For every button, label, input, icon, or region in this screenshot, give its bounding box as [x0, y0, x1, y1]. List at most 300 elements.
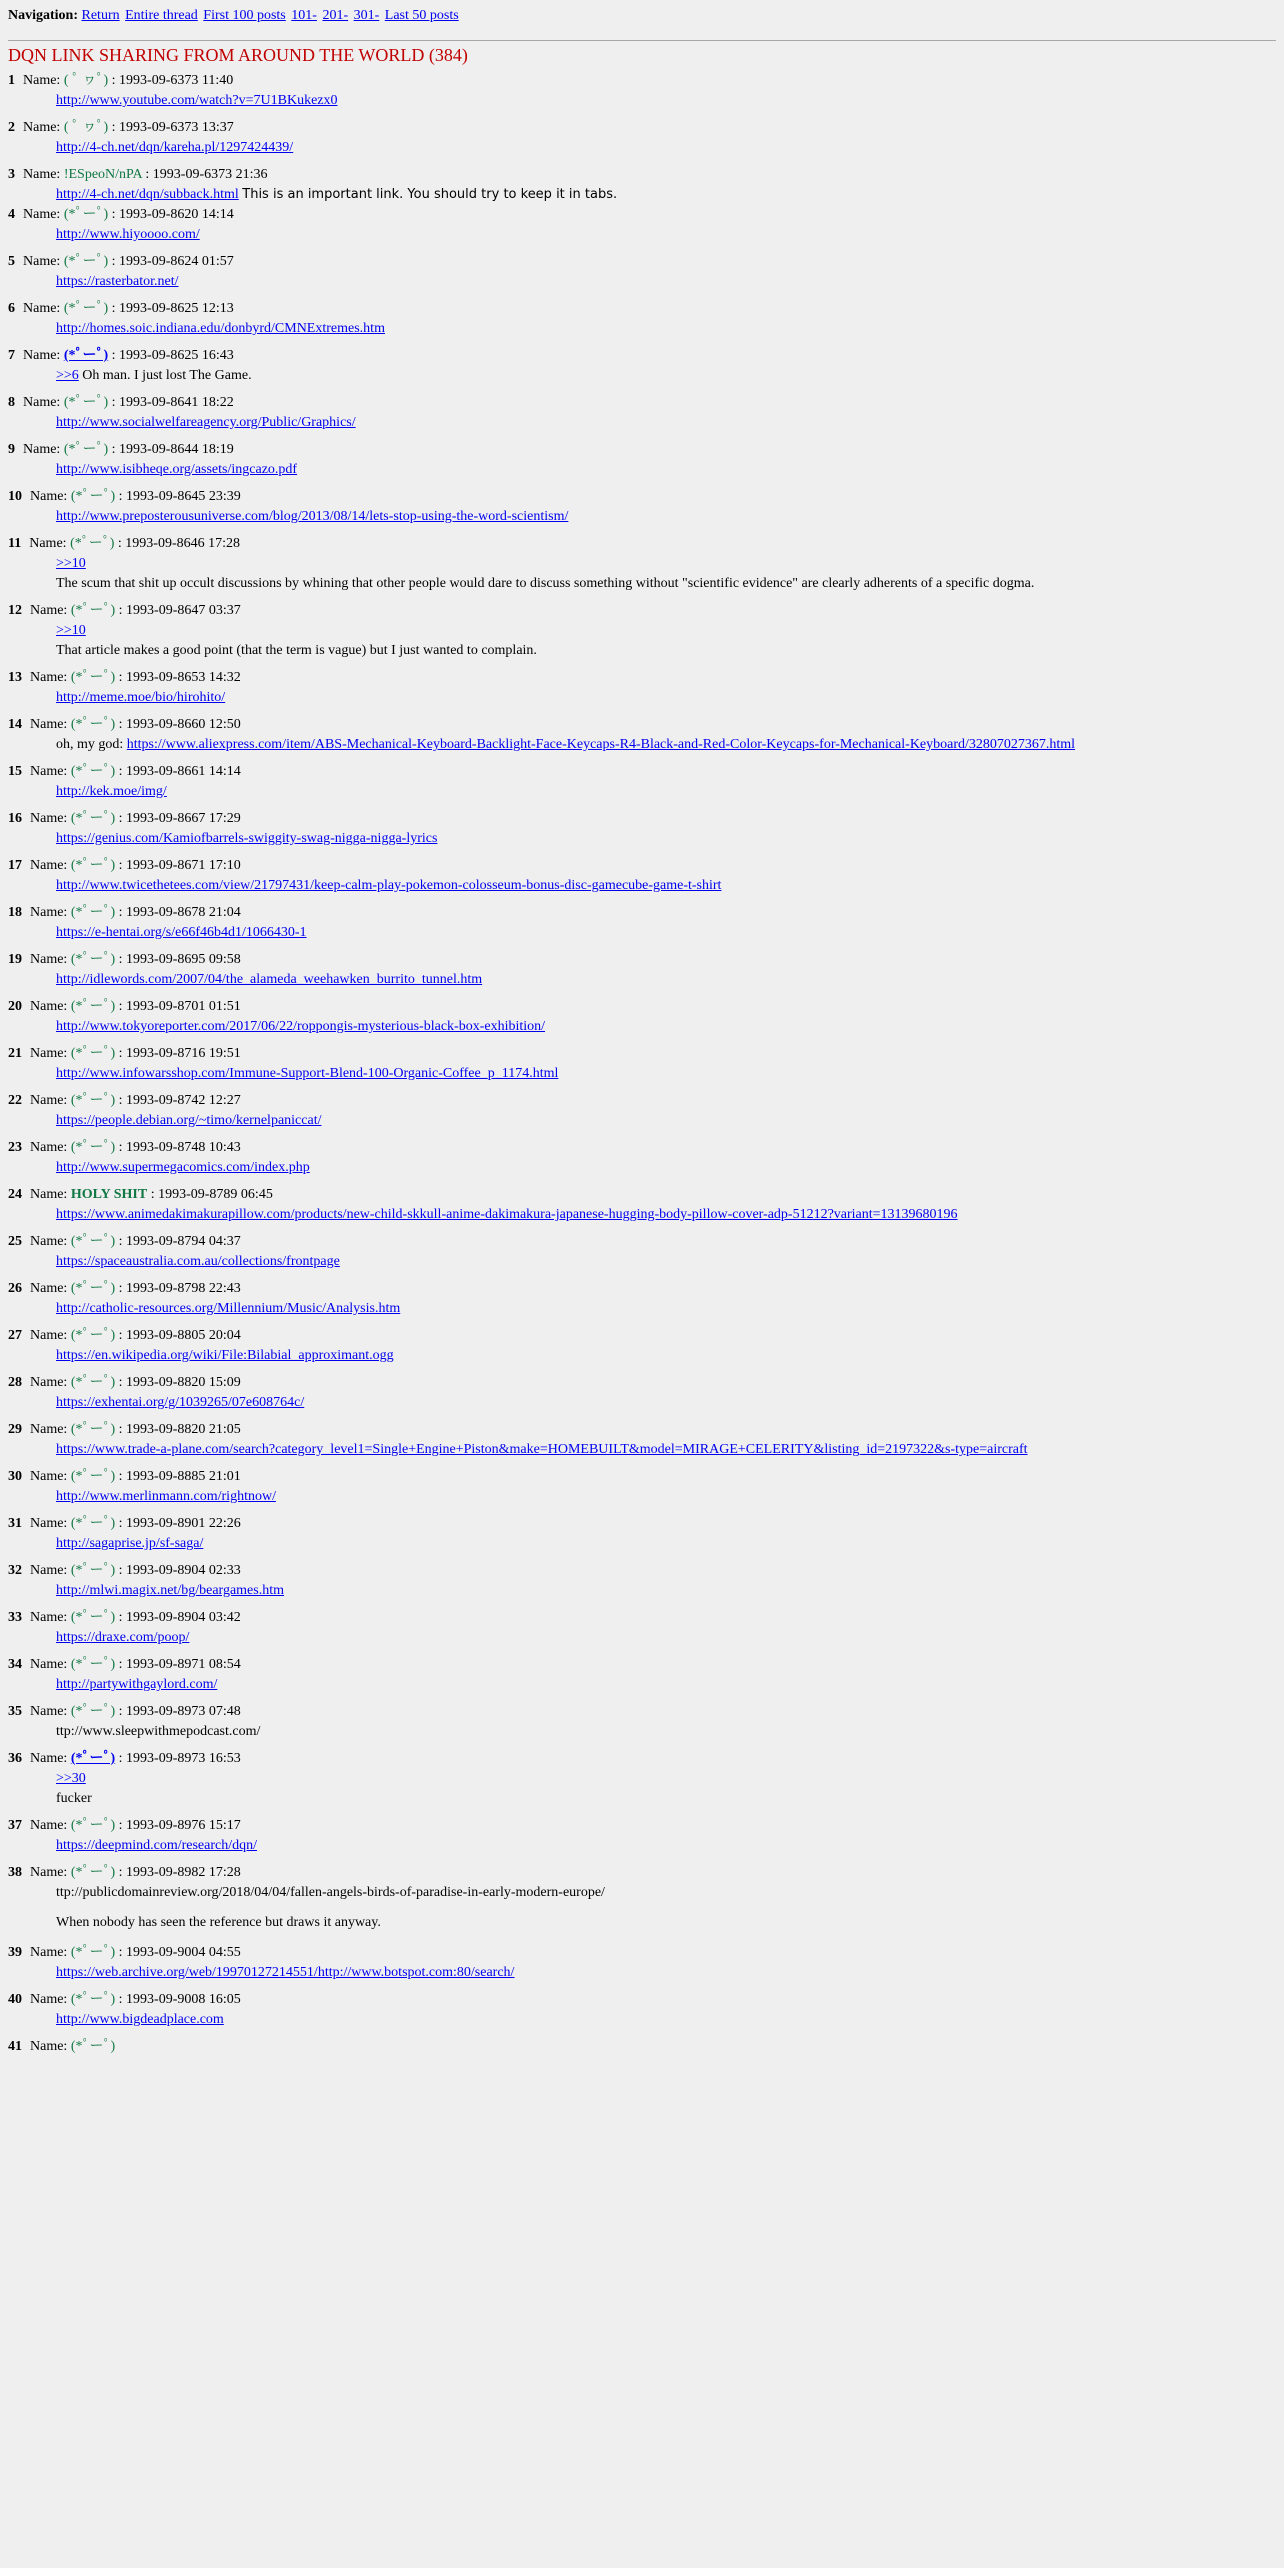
name-label: Name: [23, 73, 61, 88]
poster-name: (*ﾟーﾟ) [70, 952, 116, 967]
name-label: Name: [30, 952, 68, 967]
post-header: 35 Name: (*ﾟーﾟ) : 1993-09-8973 07:48 [8, 1702, 1276, 1722]
post-number[interactable]: 7 [8, 348, 15, 363]
reply-link[interactable]: >>6 [56, 368, 79, 383]
poster-name: (*ﾟーﾟ) [70, 2039, 116, 2054]
post-body [56, 1675, 1276, 1695]
post [8, 1943, 1276, 1983]
post-date: 1993-09-8660 12:50 [126, 717, 241, 732]
post-link[interactable]: http://sagaprise.jp/sf-saga/ [56, 1536, 204, 1551]
post-number[interactable]: 19 [8, 952, 22, 967]
post-header: 8 Name: (*ﾟーﾟ) : 1993-09-8641 18:22 [8, 393, 1276, 413]
post-text: That article makes a good point (that the term is vague) but I just wanted to complain. [56, 643, 537, 658]
post-link[interactable]: https://people.debian.org/~timo/kernelpaniccat/ [56, 1113, 322, 1128]
post-number[interactable]: 3 [8, 167, 15, 182]
post-link[interactable]: https://spaceaustralia.com.au/collections/frontpage [56, 1254, 340, 1269]
name-label: Name: [30, 2039, 68, 2054]
post-header: 17 Name: (*ﾟーﾟ) : 1993-09-8671 17:10 [8, 856, 1276, 876]
nav-last-50-link[interactable]: Last 50 posts [384, 8, 459, 23]
name-label: Name: [30, 1140, 68, 1155]
post-date: 1993-09-8653 14:32 [126, 670, 241, 685]
post-link[interactable]: http://homes.soic.indiana.edu/donbyrd/CMNExtremes.htm [56, 321, 385, 336]
name-label: Name: [30, 764, 68, 779]
post-body [56, 1963, 1276, 1983]
post [8, 1373, 1276, 1413]
post-link[interactable]: http://www.merlinmann.com/rightnow/ [56, 1489, 276, 1504]
post-number[interactable]: 13 [8, 670, 22, 685]
name-label: Name: [30, 670, 68, 685]
poster-name: (*ﾟーﾟ) [70, 1818, 116, 1833]
post [8, 950, 1276, 990]
post-number[interactable]: 29 [8, 1422, 22, 1437]
post-number[interactable]: 18 [8, 905, 22, 920]
post-link[interactable]: https://draxe.com/poop/ [56, 1630, 190, 1645]
post-header: 1 Name: ( ﾟ ヮﾟ) : 1993-09-6373 11:40 [8, 71, 1276, 91]
post-link[interactable]: http://www.bigdeadplace.com [56, 2012, 224, 2027]
name-label: Name: [30, 999, 68, 1014]
post-header: 5 Name: (*ﾟーﾟ) : 1993-09-8624 01:57 [8, 252, 1276, 272]
post-link[interactable]: https://deepmind.com/research/dqn/ [56, 1838, 258, 1853]
poster-name: (*ﾟーﾟ) [63, 395, 109, 410]
post [8, 346, 1276, 386]
post [8, 534, 1276, 594]
post [8, 205, 1276, 245]
post-body [56, 1883, 1276, 1933]
poster-name: (*ﾟーﾟ) [70, 1093, 116, 1108]
post-link[interactable]: https://www.aliexpress.com/item/ABS-Mechanical-Keyboard-Backlight-Face-Keycaps-R4-Black-and-Red-Color-Keycaps-for-Mechanical-Keyboard/32807027367.html [126, 737, 1076, 752]
post-header: 23 Name: (*ﾟーﾟ) : 1993-09-8748 10:43 [8, 1138, 1276, 1158]
post-date: 1993-09-8982 17:28 [126, 1865, 241, 1880]
poster-name: (*ﾟーﾟ) [70, 536, 115, 551]
post-link[interactable]: http://catholic-resources.org/Millennium/Music/Analysis.htm [56, 1301, 401, 1316]
post-header: 11 Name: (*ﾟーﾟ) : 1993-09-8646 17:28 [8, 534, 1276, 554]
name-label: Name: [30, 1657, 68, 1672]
post-text: The scum that shit up occult discussions by whining that other people would dare to discuss something without "scientific evidence" are clearly adherents of a specific dogma. [56, 576, 1035, 591]
name-label: Name: [30, 1375, 68, 1390]
post-body [56, 185, 1276, 205]
post-header: 31 Name: (*ﾟーﾟ) : 1993-09-8901 22:26 [8, 1514, 1276, 1534]
post-date: 1993-09-8641 18:22 [119, 395, 234, 410]
post-header: 12 Name: (*ﾟーﾟ) : 1993-09-8647 03:37 [8, 601, 1276, 621]
post-header: 13 Name: (*ﾟーﾟ) : 1993-09-8653 14:32 [8, 668, 1276, 688]
poster-name: (*ﾟーﾟ) [70, 1140, 116, 1155]
post-date: 1993-09-8667 17:29 [126, 811, 241, 826]
post-body [56, 1252, 1276, 1272]
post-body [56, 1769, 1276, 1809]
post-number[interactable]: 1 [8, 73, 15, 88]
poster-name: (*ﾟーﾟ) [70, 1328, 116, 1343]
post [8, 1990, 1276, 2030]
post-link[interactable]: https://rasterbator.net/ [56, 274, 179, 289]
poster-name: HOLY SHIT [70, 1187, 148, 1202]
post-date: 1993-09-6373 11:40 [119, 73, 234, 88]
post-link[interactable]: http://www.isibheqe.org/assets/ingcazo.pdf [56, 462, 298, 477]
poster-name: (*ﾟーﾟ) [70, 1516, 116, 1531]
post-link[interactable]: http://mlwi.magix.net/bg/beargames.htm [56, 1583, 284, 1598]
post [8, 1655, 1276, 1695]
post-body [56, 554, 1276, 594]
post [8, 1608, 1276, 1648]
post [8, 165, 1276, 205]
name-label: Name: [30, 1818, 68, 1833]
post-body [56, 1346, 1276, 1366]
post-header [8, 2037, 1276, 2057]
post-date: 1993-09-8789 06:45 [158, 1187, 273, 1202]
post-text: ttp://www.sleepwithmepodcast.com/ [56, 1724, 261, 1739]
post-date: 1993-09-8647 03:37 [126, 603, 241, 618]
name-label: Name: [30, 1422, 68, 1437]
poster-name: ( ﾟ ヮﾟ) [63, 120, 109, 135]
post [8, 1091, 1276, 1131]
poster-name: (*ﾟーﾟ) [70, 1992, 116, 2007]
post-header: 21 Name: (*ﾟーﾟ) : 1993-09-8716 19:51 [8, 1044, 1276, 1064]
post-body [56, 1205, 1276, 1225]
post-number[interactable]: 22 [8, 1093, 22, 1108]
post-header: 28 Name: (*ﾟーﾟ) : 1993-09-8820 15:09 [8, 1373, 1276, 1393]
name-label: Name: [30, 717, 68, 732]
poster-name: (*ﾟーﾟ) [70, 1281, 116, 1296]
reply-link[interactable]: >>10 [56, 556, 86, 571]
poster-name: !ESpeoN/nPA [63, 167, 142, 182]
post-date: 1993-09-6373 21:36 [152, 167, 268, 182]
poster-name[interactable]: (*ﾟーﾟ) [63, 348, 109, 363]
post-number[interactable]: 40 [8, 1992, 22, 2007]
post-number[interactable]: 27 [8, 1328, 22, 1343]
post-text: oh, my god: [56, 737, 127, 752]
post-body [56, 688, 1276, 708]
post-number[interactable]: 16 [8, 811, 22, 826]
post-body [56, 1158, 1276, 1178]
post-link[interactable]: https://e-hentai.org/s/e66f46b4d1/1066430-1 [56, 925, 307, 940]
post-number[interactable]: 36 [8, 1751, 22, 1766]
post-header: 22 Name: (*ﾟーﾟ) : 1993-09-8742 12:27 [8, 1091, 1276, 1111]
post-link[interactable]: http://idlewords.com/2007/04/the_alameda_weehawken_burrito_tunnel.htm [56, 972, 483, 987]
post-body [56, 225, 1276, 245]
post-body [56, 319, 1276, 339]
name-label: Name: [30, 1563, 68, 1578]
name-label: Name: [23, 395, 61, 410]
name-label: Name: [30, 1328, 68, 1343]
name-label: Name: [30, 811, 68, 826]
name-label: Name: [23, 120, 61, 135]
name-label: Name: [30, 1469, 68, 1484]
post [8, 668, 1276, 708]
post [8, 903, 1276, 943]
post-header: 34 Name: (*ﾟーﾟ) : 1993-09-8971 08:54 [8, 1655, 1276, 1675]
post-body [56, 1440, 1276, 1460]
post [8, 1561, 1276, 1601]
nav-201-link[interactable]: 201- [322, 8, 349, 23]
post-header: 4 Name: (*ﾟーﾟ) : 1993-09-8620 14:14 [8, 205, 1276, 225]
post-header: 29 Name: (*ﾟーﾟ) : 1993-09-8820 21:05 [8, 1420, 1276, 1440]
post-number[interactable]: 12 [8, 603, 22, 618]
post [8, 1816, 1276, 1856]
name-label: Name: [23, 348, 61, 363]
poster-name: (*ﾟーﾟ) [70, 489, 116, 504]
post-header: 26 Name: (*ﾟーﾟ) : 1993-09-8798 22:43 [8, 1279, 1276, 1299]
post-header: 33 Name: (*ﾟーﾟ) : 1993-09-8904 03:42 [8, 1608, 1276, 1628]
post-body [56, 1836, 1276, 1856]
post-date: 1993-09-8701 01:51 [126, 999, 241, 1014]
name-label: Name: [30, 1234, 68, 1249]
name-label: Name: [30, 489, 68, 504]
post-number[interactable]: 14 [8, 717, 22, 732]
post [8, 1420, 1276, 1460]
poster-name: (*ﾟーﾟ) [70, 858, 116, 873]
post [8, 1044, 1276, 1084]
post-header: 37 Name: (*ﾟーﾟ) : 1993-09-8976 15:17 [8, 1816, 1276, 1836]
post-link[interactable]: https://www.trade-a-plane.com/search?category_level1=Single+Engine+Piston&make=HOMEBUILT&model=MIRAGE+CELERITY&listing_id=2197322&s-type=aircraft [56, 1442, 1028, 1457]
post-link[interactable]: https://genius.com/Kamiofbarrels-swiggity-swag-nigga-nigga-lyrics [56, 831, 438, 846]
post-body [56, 782, 1276, 802]
post [8, 2037, 1276, 2057]
post-date: 1993-09-8885 21:01 [126, 1469, 241, 1484]
post-date: 1993-09-8661 14:14 [126, 764, 241, 779]
post-body [56, 1722, 1276, 1742]
post-number[interactable]: 8 [8, 395, 15, 410]
name-label: Name: [30, 1046, 68, 1061]
post-body [56, 1064, 1276, 1084]
post-date: 1993-09-9008 16:05 [126, 1992, 241, 2007]
post-link[interactable]: https://web.archive.org/web/19970127214551/http://www.botspot.com:80/search/ [56, 1965, 515, 1980]
name-label: Name: [23, 167, 61, 182]
post-link[interactable]: http://www.tokyoreporter.com/2017/06/22/roppongis-mysterious-black-box-exhibition/ [56, 1019, 546, 1034]
post-date: 1993-09-8625 12:13 [119, 301, 234, 316]
post-date: 1993-09-8805 20:04 [126, 1328, 241, 1343]
post [8, 252, 1276, 292]
post-body [56, 1393, 1276, 1413]
post-link[interactable]: http://www.preposterousuniverse.com/blog/2013/08/14/lets-stop-using-the-word-scientism/ [56, 509, 569, 524]
post [8, 118, 1276, 158]
post [8, 487, 1276, 527]
post-number[interactable]: 34 [8, 1657, 22, 1672]
post-number[interactable]: 2 [8, 120, 15, 135]
post-date: 1993-09-8794 04:37 [126, 1234, 241, 1249]
name-label: Name: [30, 858, 68, 873]
post-body [56, 1628, 1276, 1648]
post-link[interactable]: http://4-ch.net/dqn/subback.html [56, 187, 239, 202]
post-number[interactable]: 6 [8, 301, 15, 316]
post-body [56, 413, 1276, 433]
name-label: Name: [30, 1187, 68, 1202]
post-link[interactable]: http://4-ch.net/dqn/kareha.pl/1297424439/ [56, 140, 294, 155]
poster-name: (*ﾟーﾟ) [70, 1375, 116, 1390]
post-text: This is an important link. You should try to keep it in tabs. [242, 187, 618, 202]
poster-name: (*ﾟーﾟ) [70, 1046, 116, 1061]
post-date: 1993-09-8716 19:51 [126, 1046, 241, 1061]
post-header: 14 Name: (*ﾟーﾟ) : 1993-09-8660 12:50 [8, 715, 1276, 735]
navigation-bar [8, 6, 1276, 26]
post-text: ttp://publicdomainreview.org/2018/04/04/fallen-angels-birds-of-paradise-in-early-modern-europe/ [56, 1885, 605, 1900]
post-header: 24 Name: HOLY SHIT : 1993-09-8789 06:45 [8, 1185, 1276, 1205]
post-link[interactable]: http://www.hiyoooo.com/ [56, 227, 200, 242]
poster-name: (*ﾟーﾟ) [70, 1234, 116, 1249]
post-body [56, 621, 1276, 661]
nav-entire-thread-link[interactable]: Entire thread [125, 8, 198, 23]
nav-label: Navigation: [8, 8, 78, 23]
post-date: 1993-09-8904 03:42 [126, 1610, 241, 1625]
post-link[interactable]: https://exhentai.org/g/1039265/07e608764c/ [56, 1395, 305, 1410]
post-number[interactable]: 21 [8, 1046, 22, 1061]
post-link[interactable]: https://www.animedakimakurapillow.com/products/new-child-skkull-anime-dakimakura-japanese-hugging-body-pillow-cover-adp-51212?variant=13139680196 [56, 1207, 958, 1222]
post-header: 40 Name: (*ﾟーﾟ) : 1993-09-9008 16:05 [8, 1990, 1276, 2010]
post-link[interactable]: https://en.wikipedia.org/wiki/File:Bilabial_approximant.ogg [56, 1348, 394, 1363]
thread-title: DQN LINK SHARING FROM AROUND THE WORLD (384) [8, 45, 468, 65]
post-date: 1993-09-8971 08:54 [126, 1657, 241, 1672]
post-date: 1993-09-8624 01:57 [119, 254, 234, 269]
post-body [56, 1581, 1276, 1601]
post-number[interactable]: 17 [8, 858, 22, 873]
nav-first-100-link[interactable]: First 100 posts [203, 8, 286, 23]
post [8, 299, 1276, 339]
post-body [56, 876, 1276, 896]
post-header: 7 Name: (*ﾟーﾟ) : 1993-09-8625 16:43 [8, 346, 1276, 366]
name-label: Name: [30, 1610, 68, 1625]
name-label: Name: [30, 1945, 68, 1960]
post-header: 20 Name: (*ﾟーﾟ) : 1993-09-8701 01:51 [8, 997, 1276, 1017]
post-header: 36 Name: (*ﾟーﾟ) : 1993-09-8973 16:53 [8, 1749, 1276, 1769]
post [8, 1467, 1276, 1507]
post [8, 809, 1276, 849]
post-link[interactable]: http://kek.moe/img/ [56, 784, 167, 799]
post-number[interactable]: 41 [8, 2039, 22, 2054]
poster-name: (*ﾟーﾟ) [70, 905, 116, 920]
poster-name: (*ﾟーﾟ) [63, 301, 109, 316]
post-number[interactable]: 37 [8, 1818, 22, 1833]
poster-name[interactable]: (*ﾟーﾟ) [70, 1751, 116, 1766]
post-body [56, 923, 1276, 943]
post-number[interactable]: 26 [8, 1281, 22, 1296]
name-label: Name: [30, 1751, 68, 1766]
post-number[interactable]: 33 [8, 1610, 22, 1625]
post-number[interactable]: 5 [8, 254, 15, 269]
poster-name: (*ﾟーﾟ) [70, 764, 116, 779]
post-number[interactable]: 28 [8, 1375, 22, 1390]
poster-name: (*ﾟーﾟ) [70, 1422, 116, 1437]
nav-301-link[interactable]: 301- [353, 8, 380, 23]
name-label: Name: [30, 1992, 68, 2007]
post-header: 30 Name: (*ﾟーﾟ) : 1993-09-8885 21:01 [8, 1467, 1276, 1487]
poster-name: ( ﾟ ヮﾟ) [63, 73, 109, 88]
post-link[interactable]: http://www.infowarsshop.com/Immune-Support-Blend-100-Organic-Coffee_p_1174.html [56, 1066, 559, 1081]
post-header: 25 Name: (*ﾟーﾟ) : 1993-09-8794 04:37 [8, 1232, 1276, 1252]
post-date: 1993-09-8625 16:43 [119, 348, 234, 363]
name-label: Name: [23, 442, 61, 457]
post-link[interactable]: http://www.socialwelfareagency.org/Public/Graphics/ [56, 415, 356, 430]
post [8, 393, 1276, 433]
post-body [56, 507, 1276, 527]
post [8, 1702, 1276, 1742]
poster-name: (*ﾟーﾟ) [70, 999, 116, 1014]
post-number[interactable]: 11 [8, 536, 22, 551]
post-header: 27 Name: (*ﾟーﾟ) : 1993-09-8805 20:04 [8, 1326, 1276, 1346]
post-header: 39 Name: (*ﾟーﾟ) : 1993-09-9004 04:55 [8, 1943, 1276, 1963]
post-date: 1993-09-8695 09:58 [126, 952, 241, 967]
poster-name: (*ﾟーﾟ) [70, 1945, 116, 1960]
post-header: 19 Name: (*ﾟーﾟ) : 1993-09-8695 09:58 [8, 950, 1276, 970]
post-body [56, 1299, 1276, 1319]
post-number[interactable]: 30 [8, 1469, 22, 1484]
post [8, 601, 1276, 661]
post-number[interactable]: 10 [8, 489, 22, 504]
name-label: Name: [23, 207, 61, 222]
post-number[interactable]: 38 [8, 1865, 22, 1880]
post-body [56, 1111, 1276, 1131]
divider [8, 40, 1276, 41]
post-body [56, 735, 1276, 755]
post-header: 15 Name: (*ﾟーﾟ) : 1993-09-8661 14:14 [8, 762, 1276, 782]
post-date: 1993-09-8644 18:19 [119, 442, 234, 457]
post [8, 1232, 1276, 1272]
post-number[interactable]: 23 [8, 1140, 22, 1155]
nav-return-link[interactable]: Return [81, 8, 120, 23]
post-body [56, 1534, 1276, 1554]
poster-name: (*ﾟーﾟ) [70, 1469, 116, 1484]
post [8, 1749, 1276, 1809]
post-number[interactable]: 20 [8, 999, 22, 1014]
post-number[interactable]: 25 [8, 1234, 22, 1249]
post-link[interactable]: http://www.youtube.com/watch?v=7U1BKukezx0 [56, 93, 338, 108]
reply-link[interactable]: >>10 [56, 623, 86, 638]
post [8, 997, 1276, 1037]
post-number[interactable]: 24 [8, 1187, 22, 1202]
post-header: 16 Name: (*ﾟーﾟ) : 1993-09-8667 17:29 [8, 809, 1276, 829]
post [8, 71, 1276, 111]
post [8, 1326, 1276, 1366]
post-body [56, 1487, 1276, 1507]
poster-name: (*ﾟーﾟ) [63, 442, 109, 457]
post-text: fucker [56, 1791, 92, 1806]
poster-name: (*ﾟーﾟ) [70, 1657, 116, 1672]
post-header: 38 Name: (*ﾟーﾟ) : 1993-09-8982 17:28 [8, 1863, 1276, 1883]
post-link[interactable]: http://www.supermegacomics.com/index.php [56, 1160, 310, 1175]
post-date: 1993-09-8671 17:10 [126, 858, 241, 873]
poster-name: (*ﾟーﾟ) [63, 207, 109, 222]
poster-name: (*ﾟーﾟ) [70, 717, 116, 732]
post-link[interactable]: http://www.twicethetees.com/view/21797431/keep-calm-play-pokemon-colosseum-bonus-disc-gamecube-game-t-shirt [56, 878, 722, 893]
post-date: 1993-09-9004 04:55 [126, 1945, 241, 1960]
post-number[interactable]: 9 [8, 442, 15, 457]
post-link[interactable]: http://partywithgaylord.com/ [56, 1677, 218, 1692]
post-number[interactable]: 4 [8, 207, 15, 222]
post-header: 9 Name: (*ﾟーﾟ) : 1993-09-8644 18:19 [8, 440, 1276, 460]
post [8, 856, 1276, 896]
name-label: Name: [30, 1093, 68, 1108]
post-text: When nobody has seen the reference but draws it anyway. [56, 1915, 381, 1930]
post [8, 1138, 1276, 1178]
post-header: 2 Name: ( ﾟ ヮﾟ) : 1993-09-6373 13:37 [8, 118, 1276, 138]
post-date: 1993-09-8678 21:04 [126, 905, 241, 920]
post-body [56, 91, 1276, 111]
name-label: Name: [30, 1865, 68, 1880]
poster-name: (*ﾟーﾟ) [70, 1704, 116, 1719]
post-number[interactable]: 35 [8, 1704, 22, 1719]
post-number[interactable]: 15 [8, 764, 22, 779]
post-body [56, 970, 1276, 990]
name-label: Name: [23, 301, 61, 316]
post-number[interactable]: 32 [8, 1563, 22, 1578]
post-header: 10 Name: (*ﾟーﾟ) : 1993-09-8645 23:39 [8, 487, 1276, 507]
post-number[interactable]: 31 [8, 1516, 22, 1531]
post-list [8, 71, 1276, 2057]
post-date: 1993-09-8820 21:05 [126, 1422, 241, 1437]
reply-link[interactable]: >>30 [56, 1771, 86, 1786]
post-link[interactable]: http://meme.moe/bio/hirohito/ [56, 690, 226, 705]
post-date: 1993-09-8748 10:43 [126, 1140, 241, 1155]
post-number[interactable]: 39 [8, 1945, 22, 1960]
nav-101-link[interactable]: 101- [291, 8, 317, 23]
poster-name: (*ﾟーﾟ) [70, 811, 116, 826]
